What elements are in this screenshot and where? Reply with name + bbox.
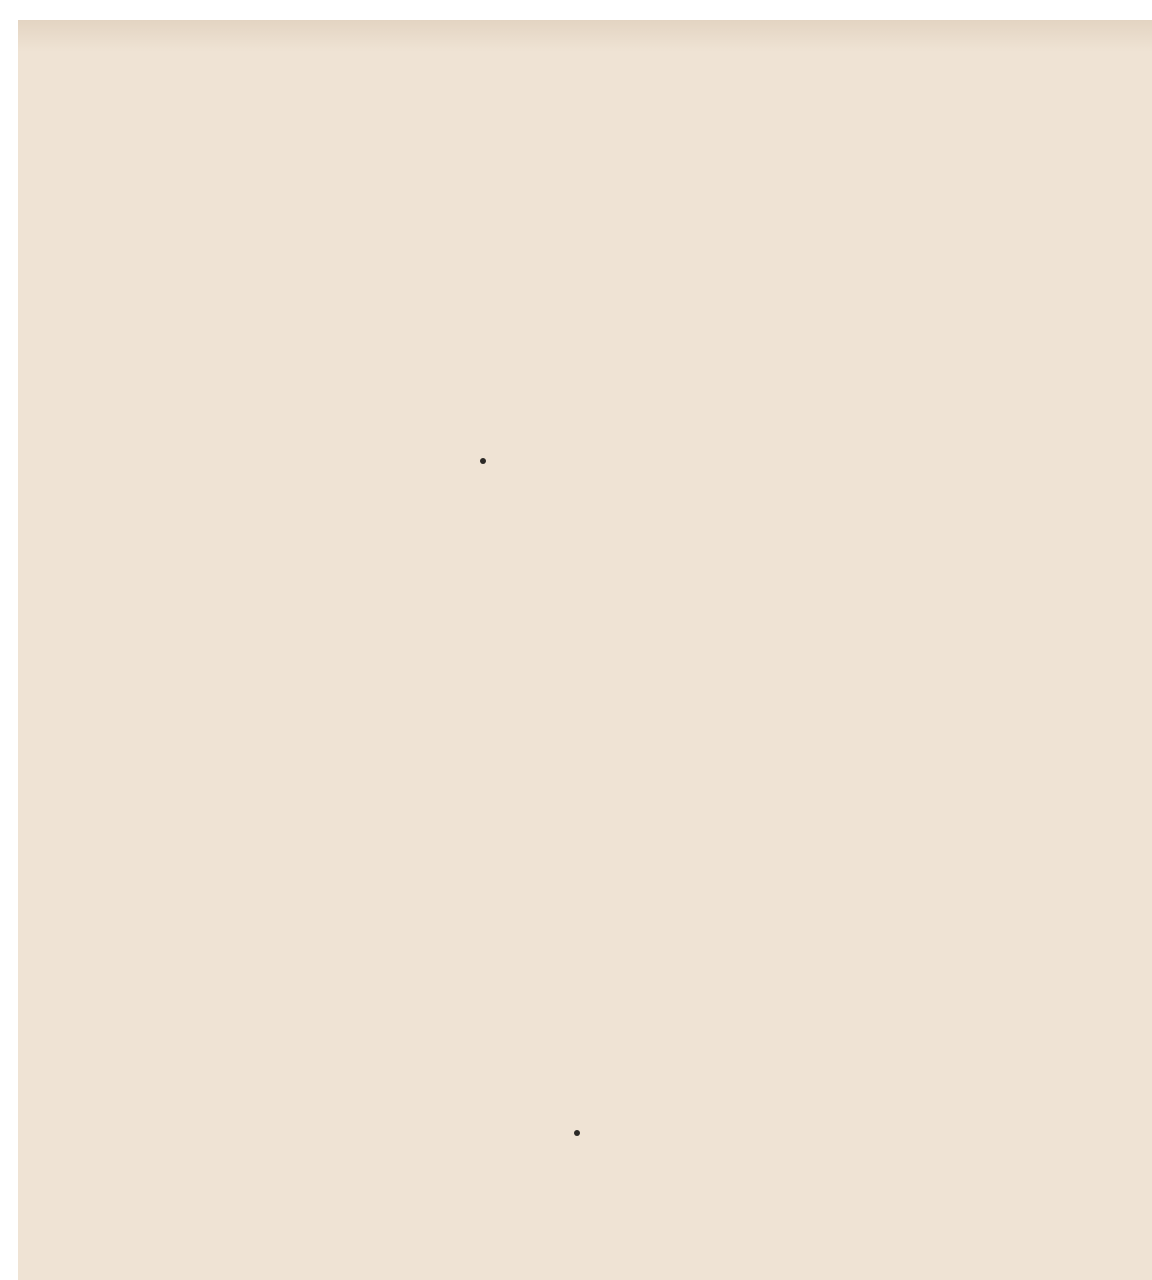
- page-shadow: [18, 20, 1152, 52]
- ink-speck: [480, 458, 486, 464]
- ink-speck: [574, 1130, 580, 1136]
- book-page: [18, 20, 1152, 1280]
